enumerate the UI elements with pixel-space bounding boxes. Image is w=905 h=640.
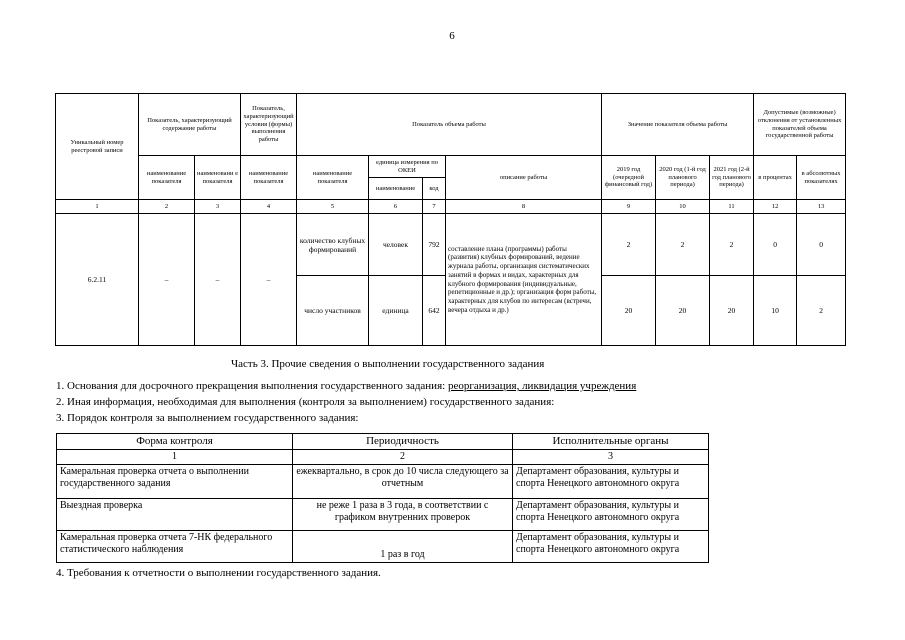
header-indicator-name-3: наименование показателя — [241, 156, 297, 200]
unit-code: 792 — [423, 214, 446, 276]
part3-title: Часть 3. Прочие сведения о выполнении государственного задания — [231, 358, 545, 370]
header-indicator-name-2: наименовани е показателя — [195, 156, 241, 200]
column-number: 10 — [656, 200, 710, 214]
item-early-termination — [56, 380, 636, 392]
control-frequency: 1 раз в год — [293, 531, 513, 563]
executive-body: Департамент образования, культуры и спорта Ненецкого автономного округа — [513, 531, 709, 563]
column-number: 13 — [797, 200, 846, 214]
header-content-indicator: Показатель, характеризующий содержание работы — [139, 94, 241, 156]
value-2020: 2 — [656, 214, 710, 276]
column-number: 11 — [710, 200, 754, 214]
column-number: 7 — [423, 200, 446, 214]
column-number: 2 — [139, 200, 195, 214]
unit-code: 642 — [423, 276, 446, 346]
header-frequency: Периодичность — [293, 434, 513, 450]
header-year-2019: 2019 год (очередной финансовый год) — [602, 156, 656, 200]
column-number: 12 — [754, 200, 797, 214]
column-number: 8 — [446, 200, 602, 214]
empty-dash: – — [241, 214, 297, 346]
value-2019: 2 — [602, 214, 656, 276]
item-reporting-requirements: 4. Требования к отчетности о выполнении государственного задания. — [56, 567, 381, 579]
header-volume-values: Значение показателя объема работы — [602, 94, 754, 156]
value-2020: 20 — [656, 276, 710, 346]
header-unit-code: код — [423, 178, 446, 200]
header-okei-unit: единица измерения по ОКЕИ — [369, 156, 446, 178]
control-form: Выездная проверка — [57, 499, 293, 531]
page-number: 6 — [449, 30, 455, 42]
header-deviation-percent: в процентах — [754, 156, 797, 200]
deviation-absolute: 0 — [797, 214, 846, 276]
unit-name: человек — [369, 214, 423, 276]
header-executive-bodies: Исполнительные органы — [513, 434, 709, 450]
header-unique-number: Уникальный номер реестровой записи — [56, 94, 139, 200]
item-early-termination-value: реорганизация, ликвидация учреждения — [447, 380, 637, 392]
header-year-2020: 2020 год (1-й год планового периода) — [656, 156, 710, 200]
item-early-termination-label: 1. Основания для досрочного прекращения выполнения государственного задания: — [56, 380, 448, 392]
column-number: 3 — [195, 200, 241, 214]
empty-dash: – — [139, 214, 195, 346]
header-indicator-name-4: наименование показателя — [297, 156, 369, 200]
deviation-absolute: 2 — [797, 276, 846, 346]
header-deviation-absolute: в абсолютных показателях — [797, 156, 846, 200]
control-frequency: не реже 1 раза в 3 года, в соответствии с графиком внутренних проверок — [293, 499, 513, 531]
control-form: Камеральная проверка отчета 7-НК федерального статистического наблюдения — [57, 531, 293, 563]
unit-name: единица — [369, 276, 423, 346]
control-form: Камеральная проверка отчета о выполнении государственного задания — [57, 465, 293, 499]
empty-dash: – — [195, 214, 241, 346]
indicator-name: число участников — [297, 276, 369, 346]
column-number: 1 — [57, 450, 293, 465]
item-other-information: 2. Иная информация, необходимая для выполнения (контроля за выполнением) государственного задания: — [56, 396, 555, 408]
executive-body: Департамент образования, культуры и спорта Ненецкого автономного округа — [513, 465, 709, 499]
value-2021: 20 — [710, 276, 754, 346]
column-number: 3 — [513, 450, 709, 465]
header-conditions-indicator: Показатель, характеризующий условия (формы) выполнения работы — [241, 94, 297, 156]
work-volume-table — [55, 93, 846, 346]
value-2021: 2 — [710, 214, 754, 276]
deviation-percent: 0 — [754, 214, 797, 276]
column-number: 1 — [56, 200, 139, 214]
registry-number: 6.2.11 — [56, 214, 139, 346]
column-number: 5 — [297, 200, 369, 214]
executive-body: Департамент образования, культуры и спорта Ненецкого автономного округа — [513, 499, 709, 531]
column-number: 2 — [293, 450, 513, 465]
header-deviation: Допустимые (возможные) отклонения от установленных показателей объема государственной работы — [754, 94, 846, 156]
header-work-description: описание работы — [446, 156, 602, 200]
header-year-2021: 2021 год (2-й год планового периода) — [710, 156, 754, 200]
item-control-procedure: 3. Порядок контроля за выполнением государственного задания: — [56, 412, 359, 424]
header-indicator-name-1: наименование показателя — [139, 156, 195, 200]
indicator-name: количество клубных формирований — [297, 214, 369, 276]
column-number: 6 — [369, 200, 423, 214]
header-control-form: Форма контроля — [57, 434, 293, 450]
control-procedure-table — [56, 433, 709, 563]
deviation-percent: 10 — [754, 276, 797, 346]
column-number: 4 — [241, 200, 297, 214]
column-number: 9 — [602, 200, 656, 214]
value-2019: 20 — [602, 276, 656, 346]
control-frequency: ежеквартально, в срок до 10 числа следующего за отчетным — [293, 465, 513, 499]
work-description: составление плана (программы) работы (развития) клубных формирований, ведение журнала работы, организация систематических занятий в формах и видах, характерных для клубного формирования (индивидуальные, репетиционные и др.); организация форм работы, характерных для клубов по интересам (встречи, вечера отдыха и др.) — [446, 214, 602, 346]
header-volume-indicator: Показатель объема работы — [297, 94, 602, 156]
header-unit-name: наименование — [369, 178, 423, 200]
